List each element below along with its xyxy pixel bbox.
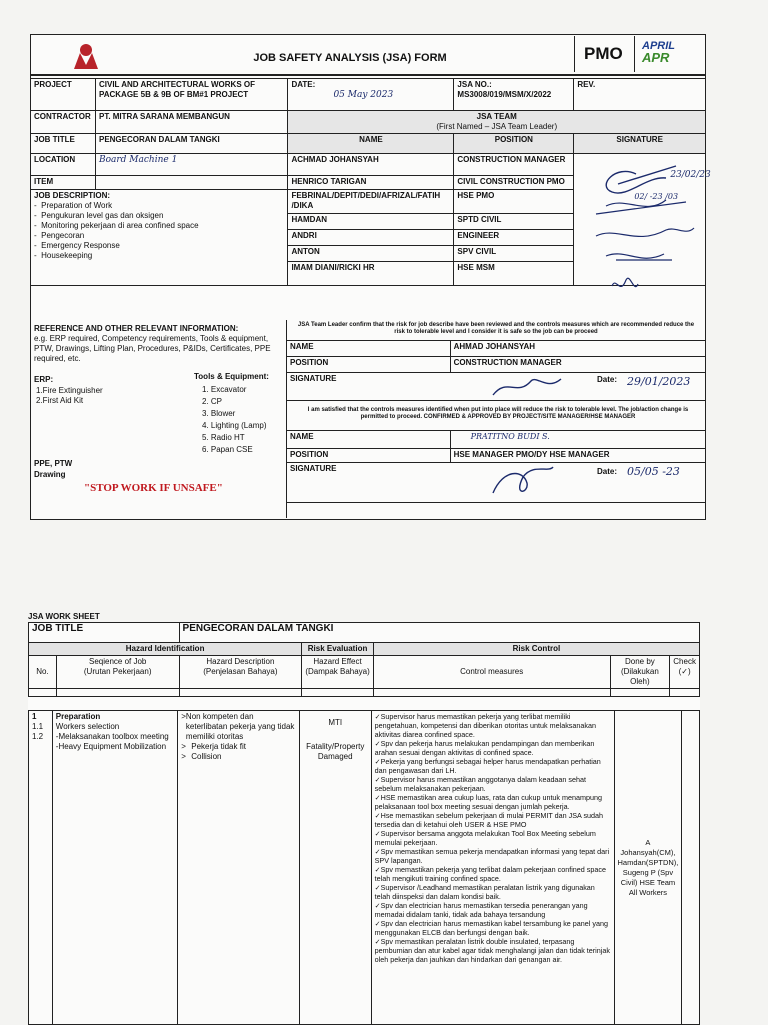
jsa-no-label: JSA NO.: [457,80,492,89]
leader-signature-cell [287,373,706,401]
ref-text: e.g. ERP required, Competency requirements, Tools & equipment, PTW, Drawings, Lifting Plan, Procedures, P&IDs, Certificates, PPE required, etc. [34,334,271,363]
tools-list [202,384,266,456]
ws-job-title-value: PENGECORAN DALAM TANGKI [179,623,699,643]
approver-signature-label: SIGNATURE [290,464,337,473]
leader-signature [487,373,567,399]
list-item: ✓Spv dan pekerja harus melakukan pendampingan dan memberikan arahan sesuai dengan aktivitas di confined space. [374,739,595,757]
signature-date-1: 23/02/23 [670,170,711,180]
drawing-label: Drawing [34,470,66,479]
project-label: PROJECT [31,79,96,111]
leader-date-label: Date: [597,375,618,384]
list-item: - Pengecoran [34,231,85,240]
leader-confirm-note: JSA Team Leader confirm that the risk for job describe have been reviewed and the controls measures which are recommended reduce the risk to tolerable level and I consider it is safe so the job can be proceed [297,322,695,335]
signature-date-2: 02/ -23 /03 [634,192,679,201]
jsa-form-sheet [30,34,711,520]
approver-position-label: POSITION [287,449,451,463]
form-title: JOB SAFETY ANALYSIS (JSA) FORM [253,52,447,64]
company-logo [64,41,108,71]
col-signature: SIGNATURE [574,134,706,154]
approver-name-label: NAME [287,431,451,449]
list-item: ✓Supervisor /Leadhand memastikan peralatan listrik yang digunakan telah diinspeksi dan dalam kondisi baik. [374,883,595,901]
team-position-4: ENGINEER [454,230,574,246]
list-item: 1.Fire Extinguisher [36,386,103,395]
approval-note: I am satisfied that the controls measures identified when put into place will reduce the risk to tolerable level. The job/action change is permitted to proceed. CONFIRMED & APPROVED BY PROJECT/SITE MANAGER/HSE MANAGER [307,407,689,420]
leader-position-label: POSITION [287,357,451,373]
team-position-2: HSE PMO [454,190,574,214]
list-item: ✓HSE memastikan area cukup luas, rata dan cukup untuk menampung pelaksanaan tool box meeting sesuai dengan jumlah pekerja. [374,793,602,811]
job-desc-list [34,201,284,261]
jsa-team-header [288,111,706,134]
team-name-0: ACHMAD JOHANSYAH [288,154,454,176]
ws-hazard-id: Hazard Identification [29,643,302,656]
jsa-no-cell [454,79,574,111]
stop-work-banner: "STOP WORK IF UNSAFE" [84,482,223,494]
team-name-3: HAMDAN [288,214,454,230]
leader-name-label: NAME [287,341,451,357]
list-item: ✓Pekerja yang berfungsi sebagai helper harus mendapatkan perhatian dan pengawasan dari LH. [374,757,601,775]
dept-label: PMO [584,44,623,63]
ws-col-done: Done by (Dilakukan Oleh) [610,656,670,689]
list-item: ✓Supervisor bersama anggota melakukan Tool Box Meeting sebelum memulai pekerjaan. [374,829,596,847]
contractor-label: CONTRACTOR [31,111,96,134]
project-value: CIVIL AND ARCHITECTURAL WORKS OF PACKAGE 5B & 9B OF BM#1 PROJECT [95,79,287,111]
approver-signature [483,463,563,499]
job-title-label: JOB TITLE [31,134,96,154]
team-name-1: HENRICO TARIGAN [288,176,454,190]
ws-row-effect: MTI Fatality/Property Damaged [299,711,371,1025]
ws-row-controls [371,711,614,1025]
erp-list [36,386,103,406]
jsa-no-value: MS3008/019/MSM/X/2022 [457,90,552,99]
brand-bottom: APR [642,50,670,65]
jsa-worksheet [28,622,700,1024]
list-item: > Non kompeten dan keterlibatan pekerja yang tidak memiliki otoritas [181,712,295,741]
list-item: > Pekerja tidak fit [181,742,246,751]
list-item: - Housekeeping [34,251,93,260]
approver-date: 05/05 -23 [627,465,680,478]
leader-position: CONSTRUCTION MANAGER [450,357,705,373]
worksheet-body-table [28,710,700,1025]
brand-top: APRIL [642,40,675,52]
list-item: > Collision [181,752,222,761]
date-value: 05 May 2023 [333,90,394,100]
location-label: LOCATION [31,154,96,176]
approver-table [286,430,706,503]
team-position-3: SPTD CIVIL [454,214,574,230]
job-title-value: PENGECORAN DALAM TANGKI [95,134,287,154]
team-position-1: CIVIL CONSTRUCTION PMO [454,176,574,190]
team-position-5: SPV CIVIL [454,246,574,262]
team-name-5: ANTON [288,246,454,262]
jsa-header-table [30,78,711,286]
erp-label: ERP: [34,375,54,384]
worksheet-caption: JSA WORK SHEET [28,612,100,621]
list-item: 4. Lighting (Lamp) [202,421,267,430]
team-position-0: CONSTRUCTION MANAGER [454,154,574,176]
leader-signature-label: SIGNATURE [290,374,337,383]
list-item: 2. CP [202,397,223,406]
list-item: - Emergency Response [34,241,120,250]
date-cell [288,79,454,111]
leader-date: 29/01/2023 [627,375,691,388]
list-item: 5. Radio HT [202,433,245,442]
ws-row-check [682,711,700,1025]
list-item: - Pengukuran level gas dan oksigen [34,211,164,220]
list-item: ✓Supervisor harus memastikan pekerja yang terlibat memiliki pengetahuan, kompetensi dan diberikan otoritas untuk melaksanakan aktivitas diarea confined space. [374,712,596,739]
list-item: ✓Spv memastikan semua pekerja mendapatkan informasi yang tepat dari SPV lapangan. [374,847,610,865]
list-item: ✓Spv memastikan peralatan listrik double insulated, terpasang pembumian dan atur kabel agar tidak menghalangi jalan dan tidak terinjak oleh pekerja dan jauhkan dan hindarkan dari genangan air. [374,937,610,964]
list-item: ✓Spv dan electrician harus memastikan kabel tersambung ke panel yang menggunakan ELCB dan berfungsi dengan baik. [374,919,608,937]
jsa-team-sub: (First Named – JSA Team Leader) [436,122,558,131]
list-item: 6. Papan CSE [202,445,253,454]
team-name-2: FEBRINAL/DEPIT/DEDI/AFRIZAL/FATIH /DIKA [288,190,454,214]
ws-col-control: Control measures [373,656,610,689]
list-item: 3. Blower [202,409,236,418]
ws-job-title-label: JOB TITLE [29,623,180,643]
list-item: ✓Spv dan electrician harus memastikan tersedia penerangan yang memadai didalam tanki, tidak ada bahaya tersandung [374,901,588,919]
job-description-cell [31,190,288,286]
team-name-6: IMAM DIANI/RICKI HR [288,262,454,286]
ws-row-hazards [178,711,300,1025]
approver-date-label: Date: [597,467,618,476]
ws-col-seq: Seqience of Job (Urutan Pekerjaan) [56,656,179,689]
jsa-team-label: JSA TEAM [476,112,517,121]
rev-label: REV. [574,79,706,111]
leader-name: AHMAD JOHANSYAH [450,341,705,357]
list-item: ✓Supervisor harus memastikan anggotanya dalam keadaan sehat sebelum melaksanakan pekerjaan. [374,775,587,793]
ppe-label: PPE, PTW [34,459,73,468]
list-item: 2.First Aid Kit [36,396,84,405]
ws-col-effect: Hazard Effect (Dampak Bahaya) [302,656,374,689]
ws-row-no: 1 1.1 1.2 [29,711,53,1025]
location-value: Board Machine 1 [95,154,287,176]
list-item: - Preparation of Work [34,201,113,210]
col-name: NAME [288,134,454,154]
item-label: ITEM [31,176,96,190]
ws-row-sequence: Preparation Workers selection -Melaksanakan toolbox meeting -Heavy Equipment Mobilization [52,711,177,1025]
contractor-value: PT. MITRA SARANA MEMBANGUN [95,111,287,134]
ws-col-hazard: Hazard Description (Penjelasan Bahaya) [179,656,302,689]
signature-area [574,154,711,286]
ws-risk-control: Risk Control [373,643,699,656]
reference-block [34,324,284,364]
ws-col-check: Check (✓) [670,656,700,689]
tools-label: Tools & Equipment: [194,372,269,381]
ws-row-done-by: A Johansyah(CM), Hamdan(SPTDN), Sugeng P (Spv Civil) HSE Team All Workers [614,711,682,1025]
ws-col-no: No. [29,656,57,689]
list-item: ✓Spv memastikan pekerja yang terlibat dalam pekerjaan confined space telah mengikuti training confined space. [374,865,606,883]
approver-position: HSE MANAGER PMO/DY HSE MANAGER [450,449,705,463]
team-name-4: ANDRI [288,230,454,246]
approver-signature-cell [287,463,706,503]
list-item: 1. Excavator [202,385,247,394]
list-item: ✓Hse memastikan sebelum pekerjaan di mulai PERMIT dan JSA sudah tersedia dan di ketahui oleh USER & HSE PMO [374,811,604,829]
job-desc-label: JOB DESCRIPTION: [34,191,111,200]
list-item: - Monitoring pekerjaan di area confined space [34,221,199,230]
team-position-6: HSE MSM [454,262,574,286]
approver-name: PRATITNO BUDI S. [450,431,705,449]
ref-label: REFERENCE AND OTHER RELEVANT INFORMATION: [34,324,239,333]
col-position: POSITION [454,134,574,154]
leader-approval-table [286,340,706,401]
ws-risk-eval: Risk Evaluation [302,643,374,656]
date-label: DATE: [291,80,316,89]
worksheet-header-table [28,622,700,697]
brand-logo [642,40,700,64]
